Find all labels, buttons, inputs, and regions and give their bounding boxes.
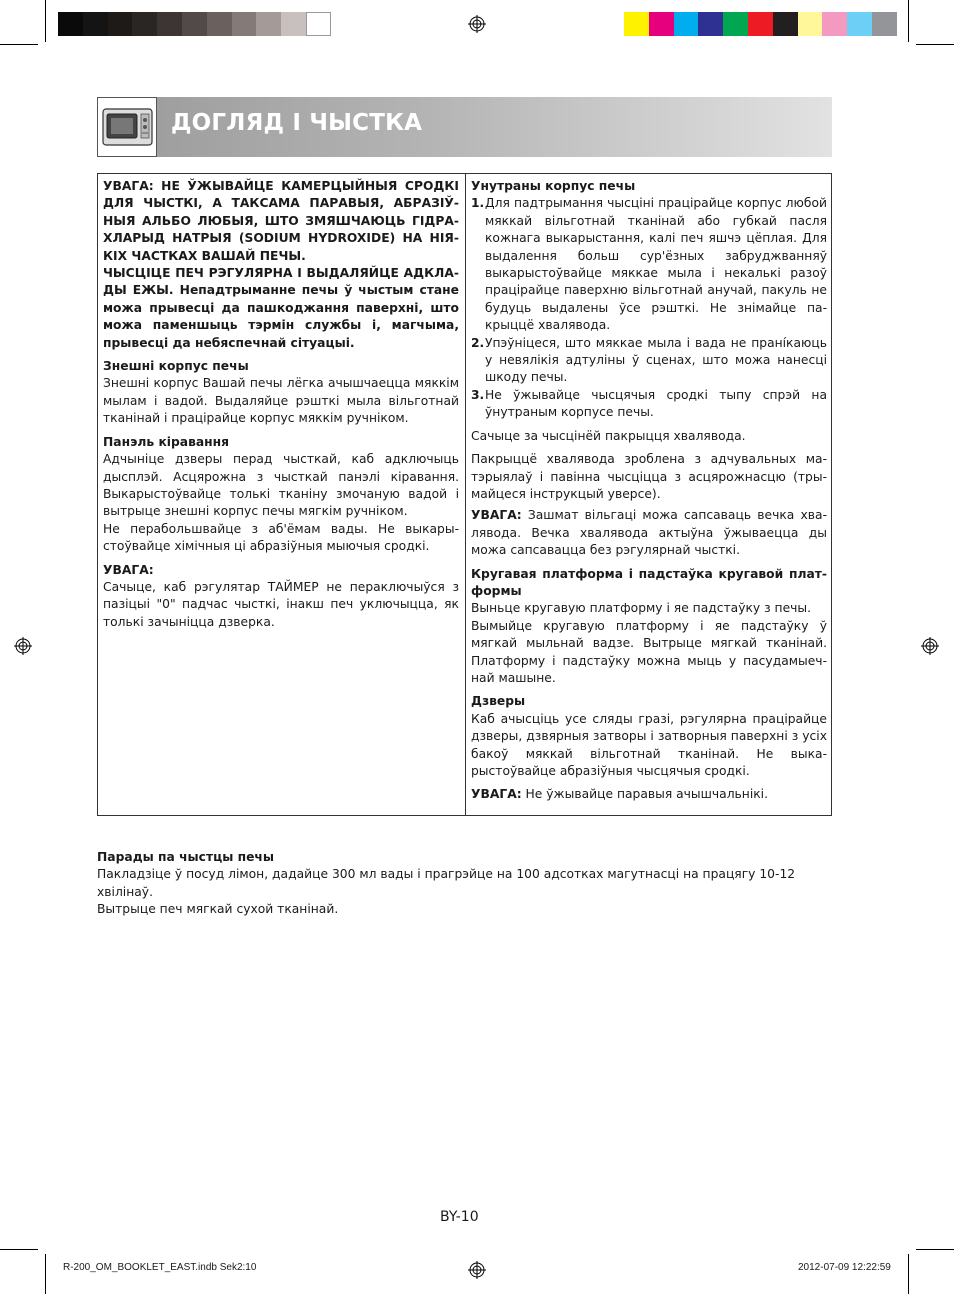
- crop-mark: [45, 0, 46, 42]
- crop-mark: [908, 0, 909, 42]
- color-swatch: [83, 12, 108, 36]
- left-column: [103, 178, 459, 631]
- registration-mark-icon: [468, 1261, 486, 1279]
- header-icon-box: [97, 97, 157, 157]
- registration-mark-icon: [921, 637, 939, 655]
- door-text: Каб ачысціць усе сляды гразі, рэгулярна працірайце дзверы, дзвярныя затворы і затворныя паверхні з усіх бакоў мяккай вільготнай тканінай. Не выкарыстоўвайце абразіўныя чысцячыя сродкі.: [471, 711, 827, 778]
- color-swatch: [698, 12, 723, 36]
- right-column: [471, 178, 827, 804]
- tips-heading: Парады па чыстцы печы: [97, 850, 274, 864]
- registration-mark-icon: [468, 15, 486, 33]
- turntable-text: Вымыйце кругавую платформу і яе падстаўку ў мягкай мыльнай вадзе. Вытрыце мягкай тканінай. Платформу і падстаўку можна мыць у пасудамыечнай машыне.: [471, 618, 827, 685]
- door-heading: Дзверы: [471, 694, 526, 709]
- door-caution: УВАГА: Не ўжывайце паравыя ачышчальнікі.: [471, 787, 769, 802]
- color-swatch: [256, 12, 281, 36]
- color-swatch: [232, 12, 257, 36]
- section-header: [97, 97, 832, 157]
- caution-text: Сачыце, каб рэгулятар ТАЙМЕР не пераключыўся з пазіцыі "0" падчас чысткі, інакш печ уключыцца, як толькі зачыніцца дзверка.: [103, 579, 459, 629]
- exterior-text: Знешні корпус Вашай печы лёгка ачышчаецца мяккім мылам і вадой. Выдаляйце рэшткі мыла вільготнай тканінай і працірайце корпус мяккім ручніком.: [103, 376, 459, 426]
- color-swatch: [723, 12, 748, 36]
- tips-text: Пакладзіце ў посуд лімон, дадайце 300 мл вады і прагрэйце на 100 адсотках магутнасці на працягу 10-12 хвілінаў.: [97, 867, 796, 899]
- panel-text: Не перабольшвайце з аб'ёмам вады. Не выкарыстоўвайце хімічныя ці абразіўныя мыючыя сродкі.: [103, 521, 459, 554]
- color-swatch: [872, 12, 897, 36]
- page-number: BY-10: [440, 1209, 479, 1225]
- turntable-heading: Кругавая платформа і падстаўка кругавой платформы: [471, 566, 827, 598]
- color-swatch: [132, 12, 157, 36]
- clean-warning: ЧЫСЦІЦЕ ПЕЧ РЭГУЛЯРНА І ВЫДАЛЯЙЦЕ АДКЛАДЫ ЕЖЫ. Непадтрыманне печы ў чыстым стане можа прывесці да пашкоджання паверхні, што можа паменшыць тэрмін службы і, магчыма, прывесці да небяспечнай сітуацыі.: [103, 266, 460, 350]
- footer-file-info: R-200_OM_BOOKLET_EAST.indb Sek2:10: [63, 1262, 257, 1273]
- list-item: 1. Для падтрымання чысціні працірайце корпус любой мяккай вільготнай тканінай або губкай пасля кожнага выкарыстання, калі печ яшчэ цёплая. Для выдалення больш сур'ёзных забруджванняў выкарыстоўвайце мяккае мыла і некалькі разоў працірайце паверхню вільготнай анучай, пакуль не будуць выдалены ўсе рэшткі. Не знімайце пакрыццё хвалявода.: [471, 196, 827, 333]
- color-swatch: [798, 12, 823, 36]
- color-swatch: [847, 12, 872, 36]
- page-title: ДОГЛЯД І ЧЫСТКА: [171, 110, 423, 136]
- waveguide-caution: УВАГА: Зашмат вільгаці можа сапсаваць вечка хвалявода. Вечка хвалявода актыўна ўжываецца ды можа сапсавацца без рэгулярнай чысткі.: [471, 508, 827, 558]
- cover-text: Пакрыццё хвалявода зроблена з адчувальных матэрыялаў і павінна чысціцца з асцярожнасцю (трымайцеся інструкцый уверсе).: [471, 452, 827, 501]
- crop-mark: [0, 44, 38, 45]
- microwave-icon: [102, 108, 153, 146]
- color-swatch: [773, 12, 798, 36]
- color-swatch: [624, 12, 649, 36]
- waveguide-text: Сачыце за чысцінёй пакрыцця хвалявода.: [471, 428, 746, 443]
- exterior-heading: Знешні корпус печы: [103, 359, 249, 374]
- panel-heading: Панэль кіравання: [103, 434, 230, 449]
- color-swatch: [182, 12, 207, 36]
- color-swatch: [108, 12, 133, 36]
- color-swatch: [58, 12, 83, 36]
- crop-mark: [0, 1249, 38, 1250]
- crop-mark: [45, 1254, 46, 1294]
- color-swatch: [649, 12, 674, 36]
- footer-date-info: 2012-07-09 12:22:59: [798, 1262, 891, 1273]
- crop-mark: [908, 1254, 909, 1294]
- cleaning-tips: [97, 849, 832, 919]
- registration-mark-icon: [14, 637, 32, 655]
- interior-heading: Унутраны корпус печы: [471, 179, 636, 193]
- color-swatch: [281, 12, 306, 36]
- color-swatch: [306, 12, 331, 36]
- panel-text: Адчыніце дзверы перад чысткай, каб адключыць дысплэй. Асцярожна з чысткай панэлі кіравання. Выкарыстоўвайце толькі тканіну змочаную вадой і вытрыце знешні корпус печы мягкім ручніком.: [103, 452, 459, 519]
- color-swatch: [822, 12, 847, 36]
- list-item: 2. Упэўніцеся, што мяккае мыла і вада не пранíкаюць у невялікія адтуліны ў сценах, што можа нанесці шкоду печы.: [471, 335, 827, 385]
- warning-caps: УВАГА: НЕ ЎЖЫВАЙЦЕ КАМЕРЦЫЙНЫЯ СРОДКІ ДЛЯ ЧЫСТКІ, А ТАКСАМА ПАРАВЫЯ, АБРАЗІЎНЫЯ АЛЬБО ЛЮБЫЯ, ШТО ЗМЯШЧАЮЦЬ ГІДРАХЛАРЫД НАТРЫЯ (SODIUM HYDROXIDE) НА НІЯКІХ ЧАСТКАХ ВАШАЙ ПЕЧЫ.: [103, 179, 459, 263]
- color-swatch: [748, 12, 773, 36]
- color-swatch: [674, 12, 699, 36]
- color-swatch: [207, 12, 232, 36]
- caution-heading: УВАГА:: [103, 562, 154, 577]
- color-swatch: [157, 12, 182, 36]
- turntable-text: Выньце кругавую платформу і яе падстаўку з печы.: [471, 601, 812, 616]
- content-table: [97, 173, 832, 816]
- crop-mark: [916, 1249, 954, 1250]
- list-item: 3. Не ўжывайце чысцячыя сродкі тыпу спрэй на ўнутраным корпусе печы.: [471, 387, 827, 420]
- interior-list: [471, 195, 827, 421]
- tips-text: Вытрыце печ мягкай сухой тканінай.: [97, 902, 339, 917]
- crop-mark: [916, 44, 954, 45]
- column-divider: [465, 174, 466, 815]
